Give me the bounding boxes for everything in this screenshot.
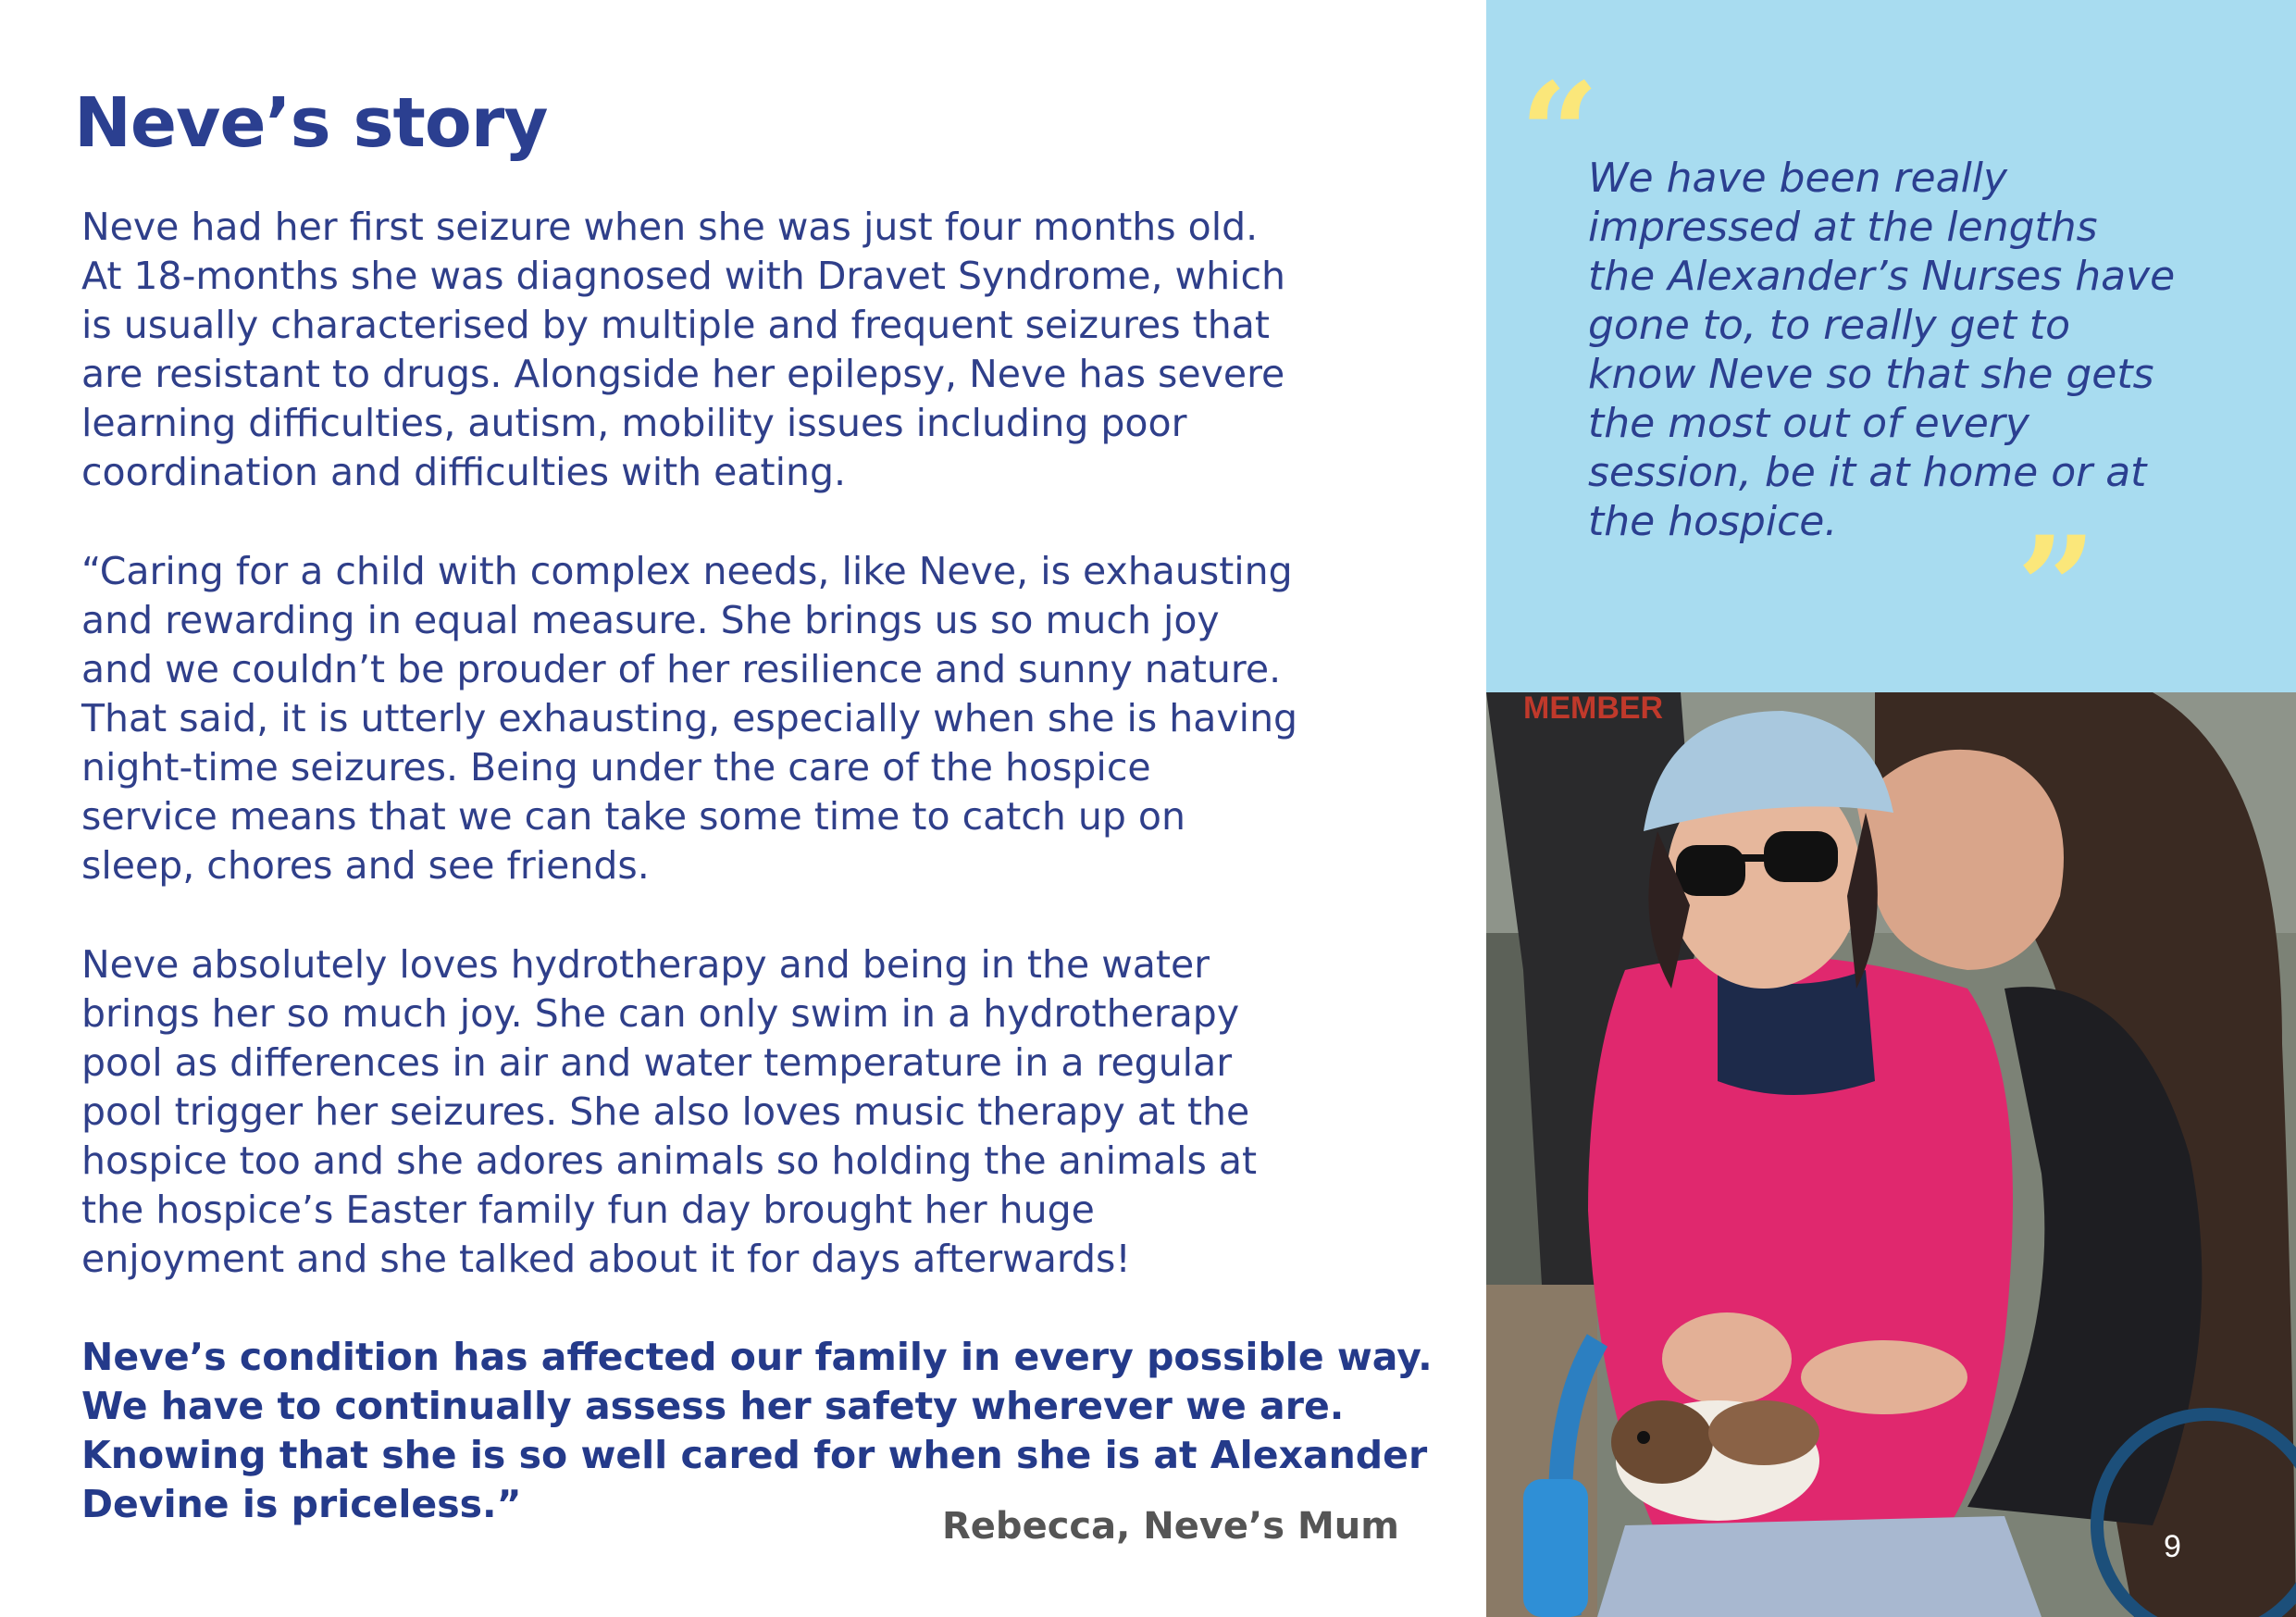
pull-quote-line: We have been really <box>1588 155 2008 202</box>
paragraph-line: learning difficulties, autism, mobility issues including poor <box>81 401 1187 445</box>
story-paragraph <box>81 203 1479 497</box>
pull-quote-line: the Alexander’s Nurses have <box>1588 253 2176 300</box>
svg-text:MEMBER: MEMBER <box>1523 692 1664 726</box>
paragraph-line: are resistant to drugs. Alongside her epilepsy, Neve has severe <box>81 352 1285 396</box>
paragraph-line: and we couldn’t be prouder of her resilience and sunny nature. <box>81 647 1282 691</box>
open-quote-icon: “ <box>1520 53 1600 216</box>
paragraph-line: brings her so much joy. She can only swim in a hydrotherapy <box>81 991 1240 1036</box>
paragraph-line: Knowing that she is so well cared for when she is at Alexander <box>81 1433 1428 1477</box>
paragraph-line: coordination and difficulties with eating. <box>81 450 847 494</box>
paragraph-line: service means that we can take some time to catch up on <box>81 794 1185 839</box>
page-title: Neve’s story <box>74 83 548 163</box>
paragraph-line: sleep, chores and see friends. <box>81 843 650 888</box>
paragraph-line: “Caring for a child with complex needs, like Neve, is exhausting <box>81 549 1293 593</box>
paragraph-line: At 18-months she was diagnosed with Dravet Syndrome, which <box>81 254 1285 298</box>
paragraph-line: That said, it is utterly exhausting, especially when she is having <box>81 696 1298 740</box>
pull-quote-line: session, be it at home or at <box>1588 449 2147 496</box>
pull-quote-line: the most out of every <box>1588 400 2029 447</box>
paragraph-line: hospice too and she adores animals so holding the animals at <box>81 1138 1258 1183</box>
pull-quote-line: impressed at the lengths <box>1588 204 2098 251</box>
closing-quote-paragraph <box>81 1333 1479 1529</box>
photo-illustration <box>1486 692 2296 1617</box>
story-paragraph <box>81 940 1479 1284</box>
paragraph-line: Neve’s condition has affected our family in every possible way. <box>81 1335 1433 1379</box>
paragraph-line: We have to continually assess her safety wherever we are. <box>81 1384 1345 1428</box>
paragraph-line: Neve absolutely loves hydrotherapy and being in the water <box>81 942 1210 987</box>
paragraph-line: enjoyment and she talked about it for days afterwards! <box>81 1237 1131 1281</box>
paragraph-line: pool trigger her seizures. She also loves music therapy at the <box>81 1089 1250 1134</box>
pull-quote-line: know Neve so that she gets <box>1588 351 2154 398</box>
paragraph-line: and rewarding in equal measure. She brings us so much joy <box>81 598 1220 642</box>
story-paragraph <box>81 547 1479 890</box>
paragraph-line: the hospice’s Easter family fun day brought her huge <box>81 1188 1095 1232</box>
paragraph-line: is usually characterised by multiple and frequent seizures that <box>81 303 1270 347</box>
pull-quote-line: the hospice. <box>1588 498 1838 545</box>
pull-quote-line: gone to, to really get to <box>1588 302 2071 349</box>
page-number: 9 <box>2164 1529 2181 1564</box>
paragraph-line: pool as differences in air and water temperature in a regular <box>81 1040 1233 1085</box>
paragraph-line: Devine is priceless.” <box>81 1482 522 1526</box>
paragraph-line: night-time seizures. Being under the care of the hospice <box>81 745 1151 790</box>
pull-quote-panel <box>1486 0 2296 692</box>
paragraph-line: Neve had her first seizure when she was just four months old. <box>81 205 1259 249</box>
quote-attribution: Rebecca, Neve’s Mum <box>942 1505 1399 1548</box>
neve-photo <box>1486 692 2296 1617</box>
close-quote-icon: ” <box>2017 506 2097 669</box>
pull-quote-text <box>1588 154 2273 546</box>
